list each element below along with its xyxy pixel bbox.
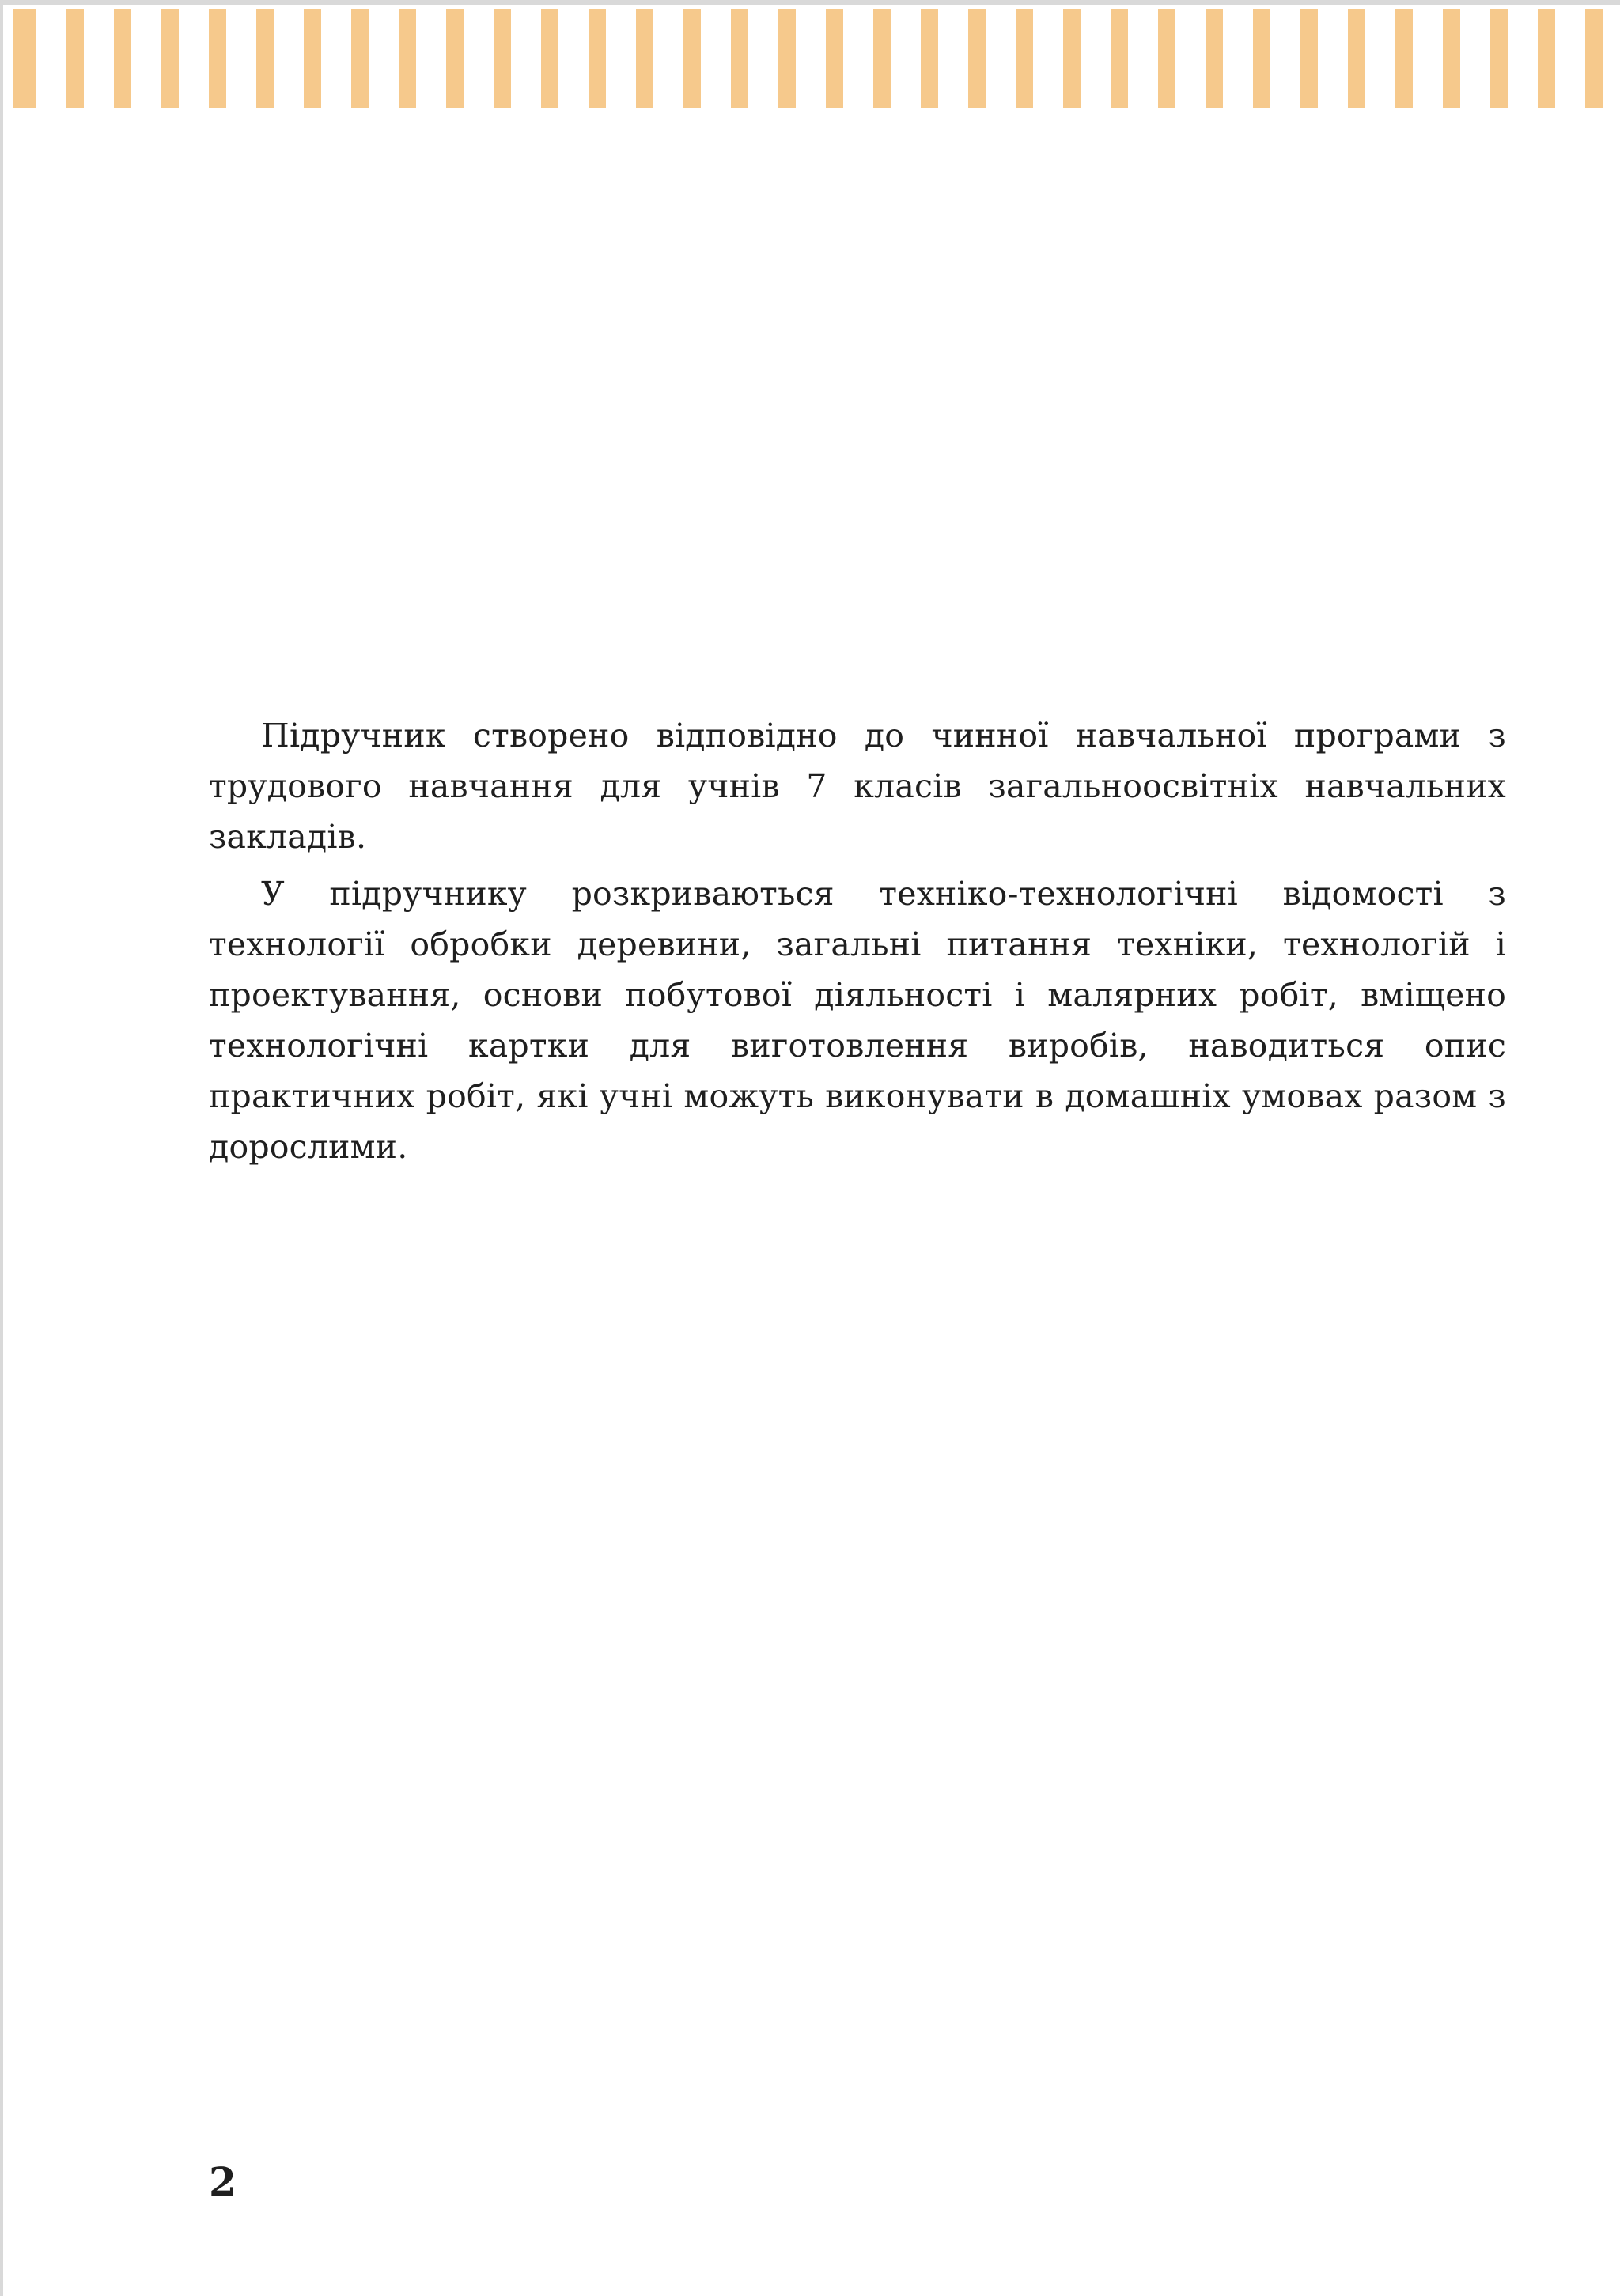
page-number: 2 — [209, 2158, 237, 2205]
annotation-text — [209, 710, 1506, 1172]
paragraph-contents: У підручнику розкриваються техніко-технологічні відомості з технології обробки деревини, загальні питання техніки, технологій і проектування, основи побутової діяльності і малярних робіт, вміщено технологічні картки для виготовлення виробів, наводиться опис практичних робіт, які учні можуть виконувати в домашніх умовах разом з дорослими. — [209, 875, 1506, 1166]
decorative-stripe-band — [3, 9, 1620, 108]
paragraph-intro: Підручник створено відповідно до чинної навчальної програми з трудового навчання для учнів 7 класів загальноосвітніх навчальних закладів. — [209, 717, 1506, 856]
